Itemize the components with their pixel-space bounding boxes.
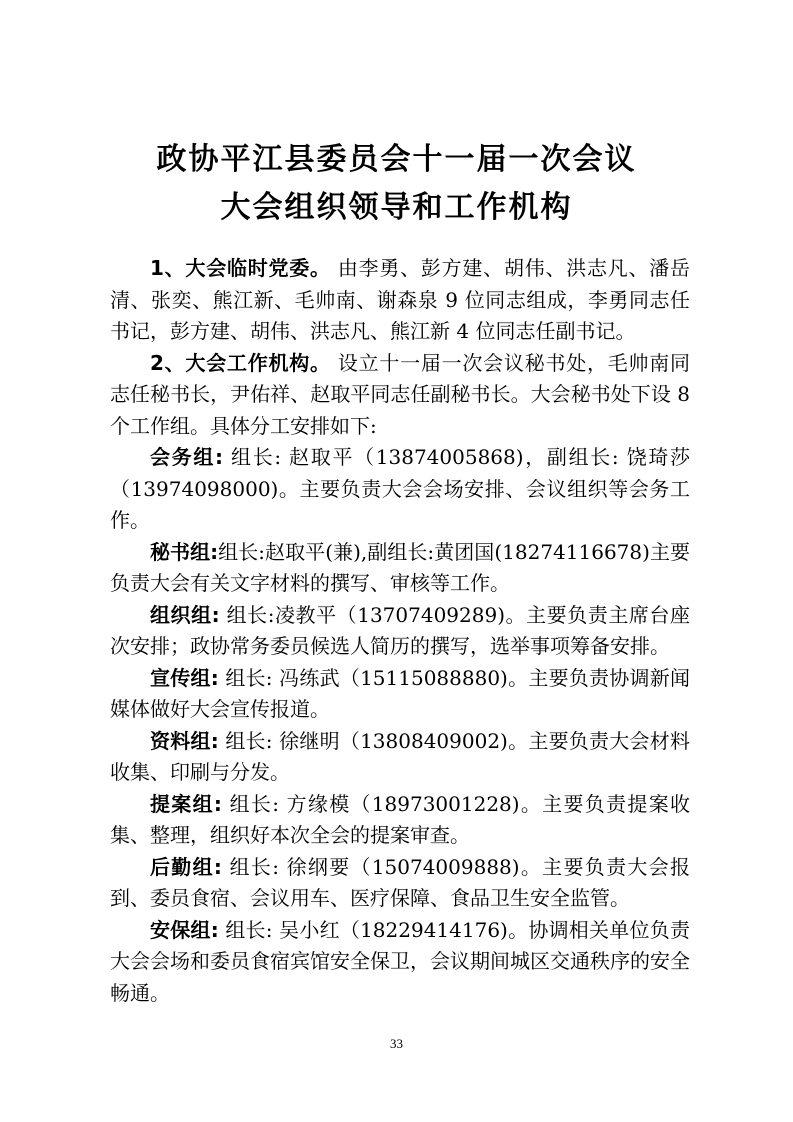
group-name: 资料组: <box>150 728 219 753</box>
group-text: 组长:凌教平（13707409289)。主要负责主席台座次安排；政协常务委员候选人简历的撰写，选举事项筹备安排。 <box>110 602 690 658</box>
title-line-2: 大会组织领导和工作机构 <box>220 190 573 225</box>
group-text: 组长: 徐纲要（15074009888)。主要负责大会报到、委员食宿、会议用车、医疗保障、食品卫生安全监管。 <box>110 854 691 910</box>
group-name: 宣传组: <box>150 665 219 690</box>
title-line-1: 政协平江县委员会十一届一次会议 <box>156 142 637 177</box>
section-2-text: 设立十一届一次会议秘书处，毛帅南同志任秘书长，尹佑祥、赵取平同志任副秘书长。大会秘书处下设 8 个工作组。具体分工安排如下: <box>110 350 691 438</box>
group-text: 组长: 方缘模（18973001228)。主要负责提案收集、整理，组织好本次全会的提案审查。 <box>110 791 691 847</box>
group-text: 组长: 冯练武（15115088880)。主要负责协调新闻媒体做好大会宣传报道。 <box>110 665 690 721</box>
group-text: 组长: 徐继明（13808409002)。主要负责大会材料收集、印刷与分发。 <box>110 728 690 784</box>
page-number: 33 <box>390 1036 403 1051</box>
group-organization <box>110 600 690 663</box>
document-body <box>110 253 690 1009</box>
section-1-heading: 1、大会临时党委。 <box>150 256 331 280</box>
section-1 <box>110 253 690 348</box>
group-proposals <box>110 789 690 852</box>
group-meeting-affairs <box>110 442 690 537</box>
group-publicity <box>110 663 690 726</box>
group-secretariat <box>110 537 690 600</box>
group-name: 后勤组: <box>150 854 222 879</box>
group-text: 组长: 赵取平（13874005868)，副组长: 饶琦莎（13974098000)。主要负责大会会场安排、会议组织等会务工作。 <box>110 445 690 532</box>
group-text: 组长: 吴小红（18229414176)。协调相关单位负责大会会场和委员食宿宾馆安全保卫，会议期间城区交通秩序的安全畅通。 <box>110 917 690 1005</box>
section-2-heading: 2、大会工作机构。 <box>150 350 331 375</box>
group-text: 组长:赵取平(兼),副组长:黄团国(18274116678)主要负责大会有关文字材料的撰写、审核等工作。 <box>110 539 691 595</box>
group-name: 组织组: <box>150 602 220 627</box>
group-name: 秘书组: <box>150 539 219 564</box>
group-security <box>110 915 690 1010</box>
group-name: 安保组: <box>150 917 219 942</box>
section-2 <box>110 348 690 443</box>
section-1-text: 由李勇、彭方建、胡伟、洪志凡、潘岳清、张奕、熊江新、毛帅南、谢森泉 9 位同志组成，李勇同志任书记，彭方建、胡伟、洪志凡、熊江新 4 位同志任副书记。 <box>110 256 691 343</box>
group-name: 会务组: <box>150 445 223 469</box>
group-name: 提案组: <box>150 791 222 816</box>
group-logistics <box>110 852 690 915</box>
group-materials <box>110 726 690 789</box>
